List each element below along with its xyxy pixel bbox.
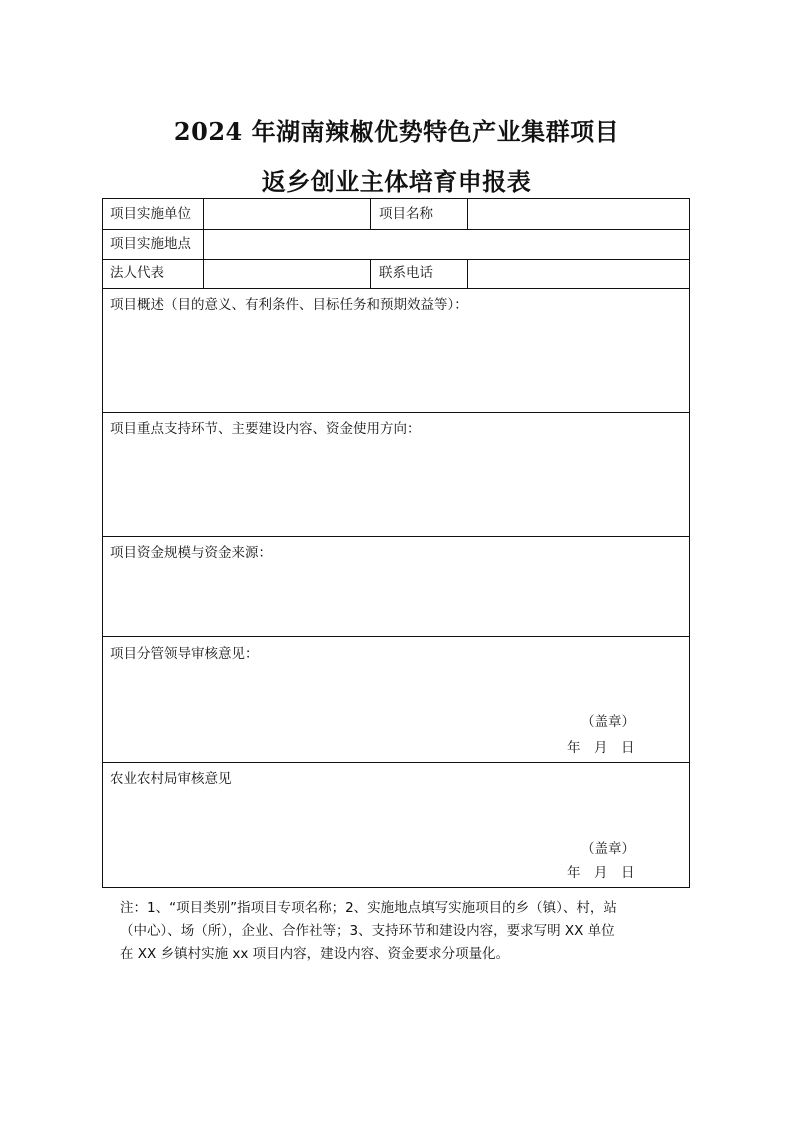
project-name-field[interactable] [473, 205, 683, 223]
column-divider [467, 259, 468, 288]
leader-seal: （盖章） [581, 714, 635, 730]
column-divider [467, 199, 468, 229]
location-label: 项目实施地点 [110, 236, 191, 252]
funding-label: 项目资金规模与资金来源： [110, 545, 272, 561]
document-title-line2: 返乡创业主体培育申报表 [261, 167, 532, 196]
legal-rep-label: 法人代表 [110, 265, 164, 281]
column-divider [370, 259, 371, 288]
phone-label: 联系电话 [379, 265, 433, 281]
overview-label: 项目概述（目的意义、有利条件、目标任务和预期效益等）： [110, 297, 468, 313]
footnote [120, 897, 695, 966]
focus-label: 项目重点支持环节、主要建设内容、资金使用方向： [110, 421, 421, 437]
document-title-line1: 2024 年湖南辣椒优势特色产业集群项目 [173, 117, 620, 146]
row-divider [103, 229, 689, 230]
row-divider [103, 259, 689, 260]
footnote-line: 在 XX 乡镇村实施 xx 项目内容，建设内容、资金要求分项量化。 [120, 946, 510, 962]
leader-date: 年 月 日 [567, 740, 635, 756]
row-divider [103, 288, 689, 289]
application-form-table [102, 198, 690, 888]
unit-field[interactable] [209, 205, 364, 223]
bureau-seal: （盖章） [581, 841, 635, 857]
leader-review-label: 项目分管领导审核意见： [110, 646, 259, 662]
row-divider [103, 536, 689, 537]
phone-field[interactable] [473, 264, 683, 282]
bureau-date: 年 月 日 [567, 865, 635, 881]
bureau-review-label: 农业农村局审核意见 [110, 771, 232, 787]
project-name-label: 项目名称 [379, 206, 433, 222]
column-divider [203, 199, 204, 288]
column-divider [370, 199, 371, 229]
legal-rep-field[interactable] [209, 264, 364, 282]
unit-label: 项目实施单位 [110, 206, 191, 222]
row-divider [103, 412, 689, 413]
footnote-line: 注：1、“项目类别”指项目专项名称；2、实施地点填写实施项目的乡（镇）、村，站 [120, 900, 617, 916]
row-divider [103, 762, 689, 763]
row-divider [103, 636, 689, 637]
footnote-line: （中心）、场（所），企业、合作社等；3、支持环节和建设内容，要求写明 XX 单位 [120, 923, 615, 939]
location-field[interactable] [209, 235, 684, 253]
